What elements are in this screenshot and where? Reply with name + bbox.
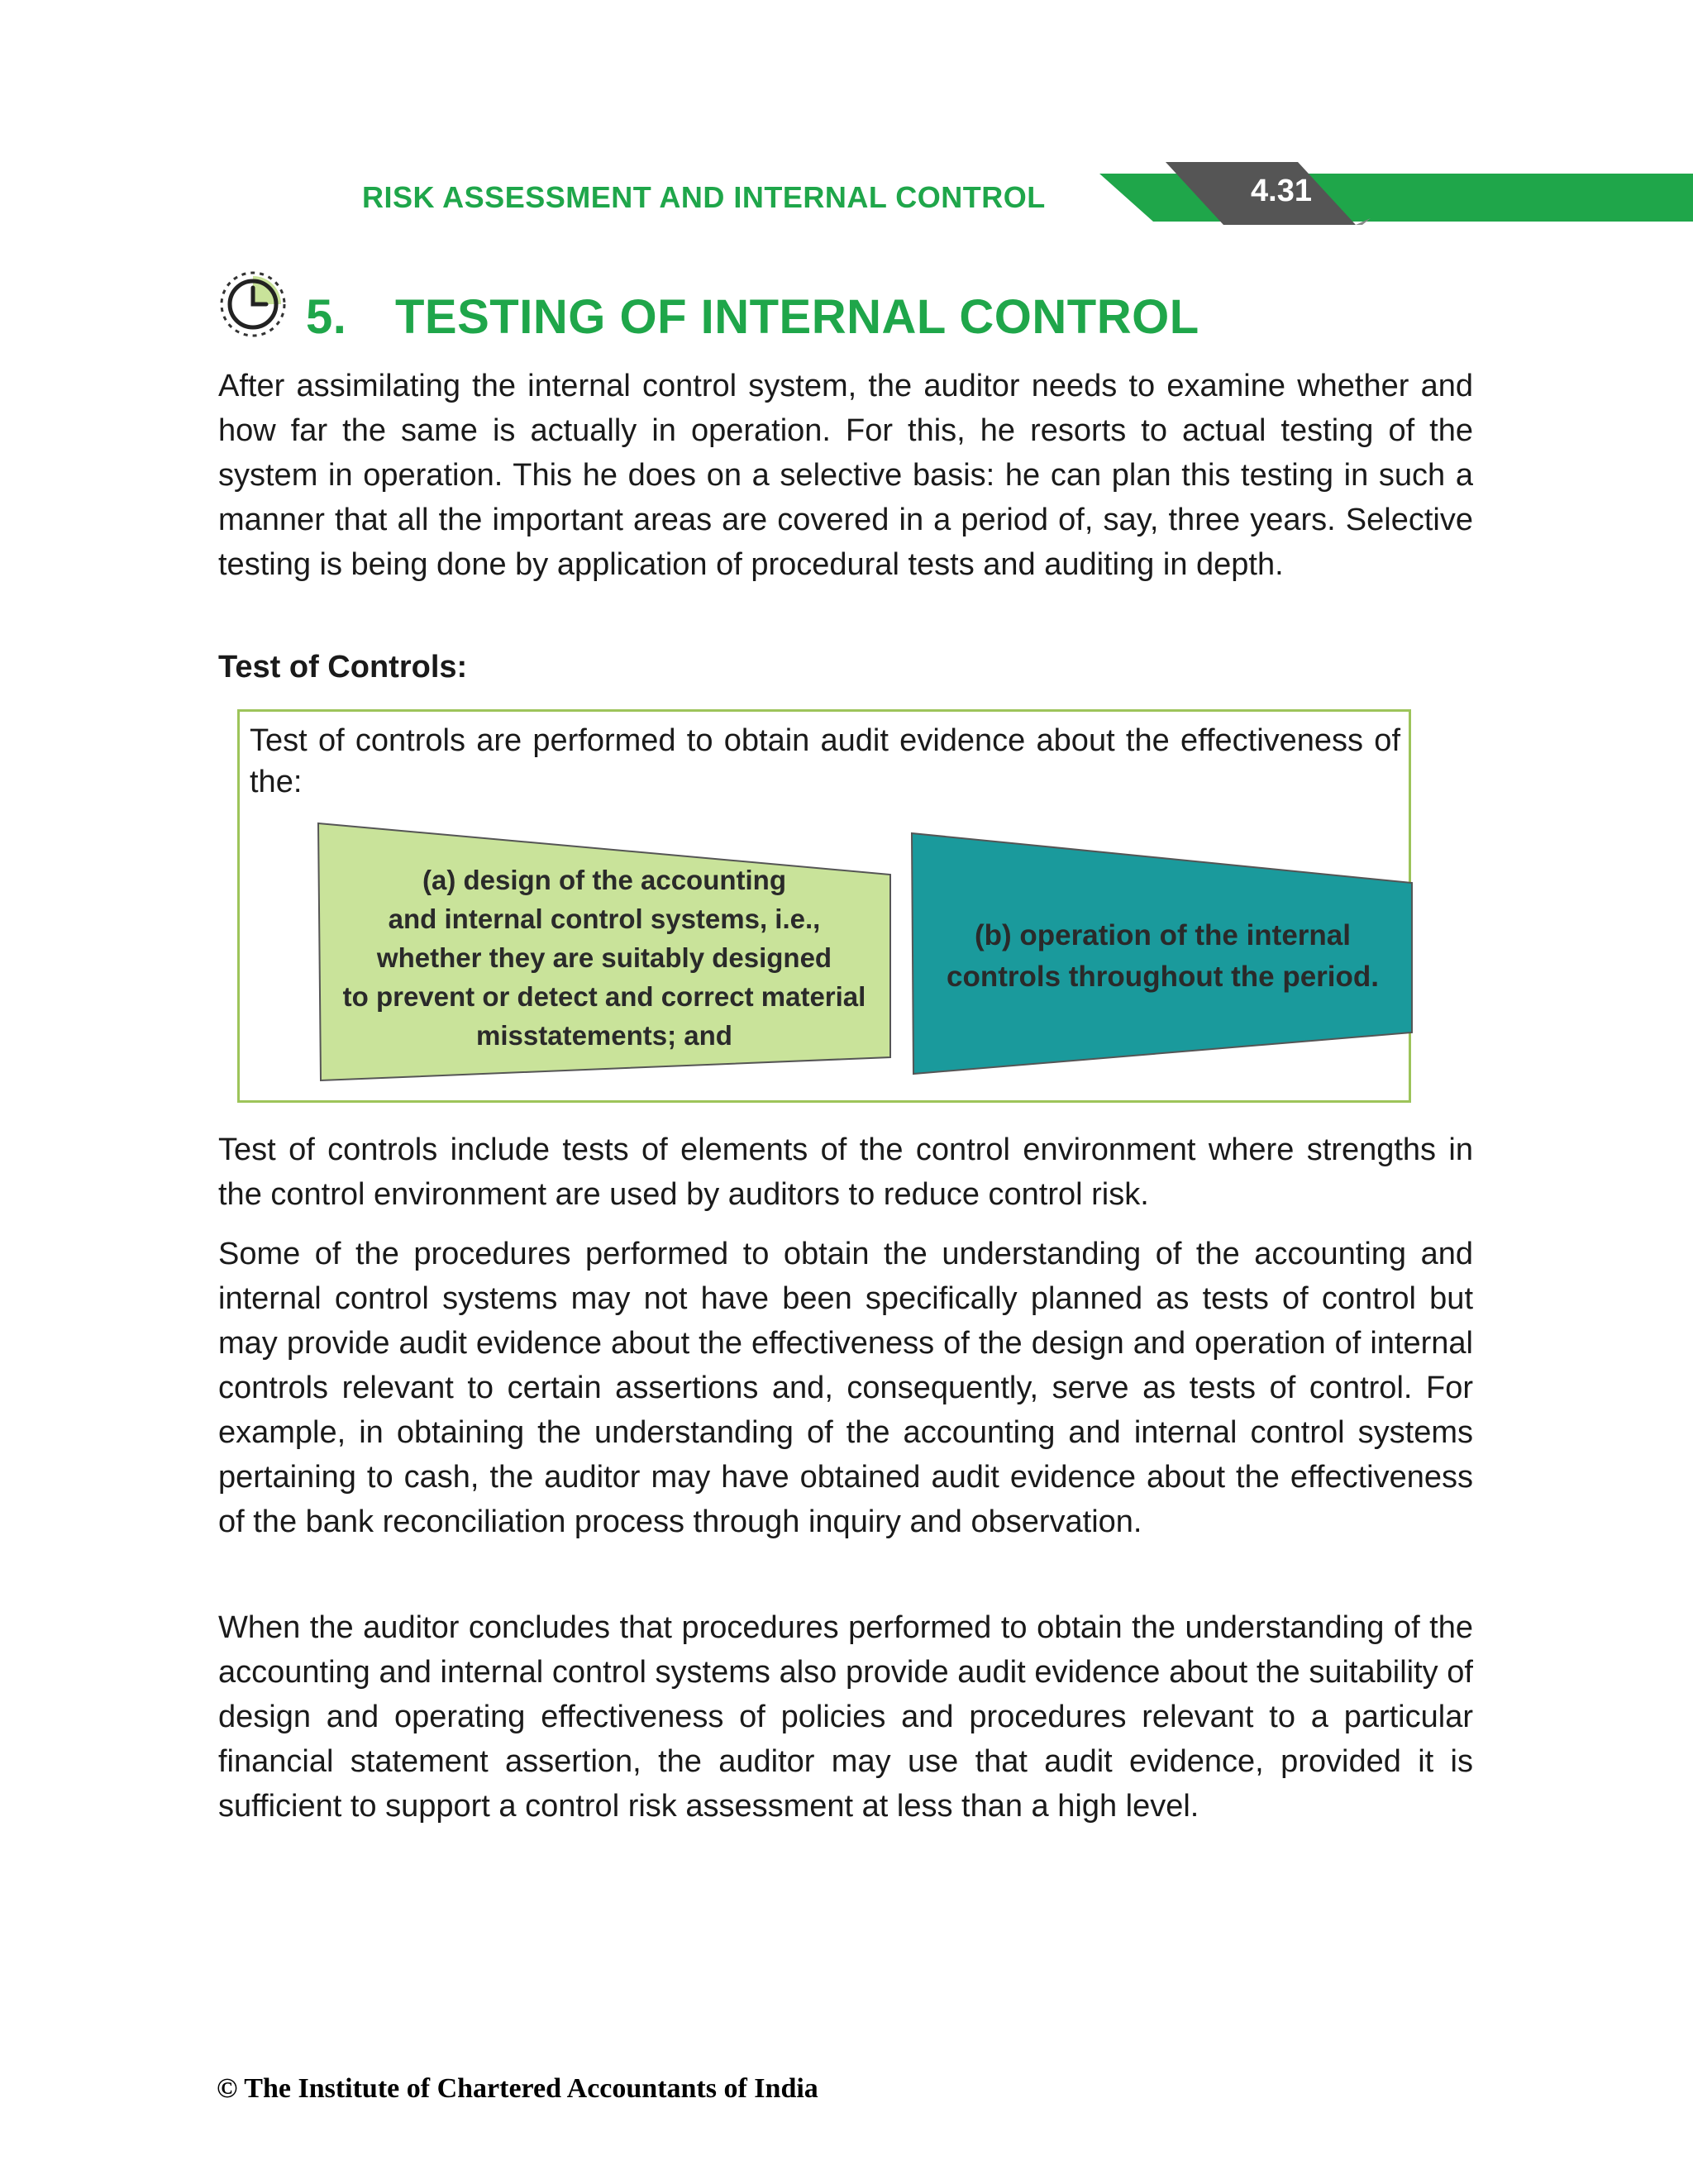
item-b-line: controls throughout the period. — [946, 961, 1379, 993]
test-of-controls-heading: Test of Controls: — [218, 650, 468, 684]
box-intro-text: Test of controls are performed to obtain audit evidence about the effectiveness of the: — [250, 723, 1400, 799]
intro-paragraph: After assimilating the internal control system, the auditor needs to examine whether and how far the same is actually in operation. For this, he resorts to actual testing of the system in operation. This he does on a selective basis: he can plan this testing in such a manner that all the important areas are covered in a period of, say, three years. Selective testing is being done by application of procedural tests and auditing in depth. — [218, 369, 1473, 582]
item-a-line: whether they are suitably designed — [376, 942, 832, 973]
item-b-line: (b) operation of the internal — [975, 919, 1351, 951]
clock-icon — [217, 266, 291, 341]
item-a-line: (a) design of the accounting — [422, 865, 786, 895]
section-number: 5. — [306, 290, 347, 344]
item-a-text — [318, 861, 890, 1055]
section-title: TESTING OF INTERNAL CONTROL — [395, 290, 1199, 344]
footer-copyright: © The Institute of Chartered Accountants of India — [217, 2073, 818, 2104]
item-a-line: to prevent or detect and correct material — [342, 981, 866, 1012]
item-a-line: misstatements; and — [476, 1020, 732, 1051]
page-number: 4.31 — [1251, 174, 1312, 208]
item-b-text — [913, 915, 1412, 998]
section-heading — [306, 289, 1199, 345]
paragraph-procedures: Some of the procedures performed to obtain the understanding of the accounting and internal control systems may not have been specifically planned as tests of control but may provide audit evidence about the effectiveness of the design and operation of internal controls relevant to certain assertions and, consequently, serve as tests of control. For example, in obtaining the understanding of the accounting and internal control systems pertaining to cash, the auditor may have obtained audit evidence about the effectiveness of the bank reconciliation process through inquiry and observation. — [218, 1237, 1473, 1539]
running-header-title: RISK ASSESSMENT AND INTERNAL CONTROL — [362, 180, 1046, 214]
item-a-line: and internal control systems, i.e., — [388, 904, 821, 934]
test-of-controls-box — [237, 709, 1411, 1103]
paragraph-conclusion: When the auditor concludes that procedures performed to obtain the understanding of the accounting and internal control systems also provide audit evidence about the suitability of design and operating effectiveness of policies and procedures relevant to a particular financial statement assertion, the auditor may use that audit evidence, provided it is sufficient to support a control risk assessment at less than a high level. — [218, 1610, 1473, 1824]
paragraph-control-environment: Test of controls include tests of elements of the control environment where strengths in the control environment are used by auditors to reduce control risk. — [218, 1133, 1473, 1212]
